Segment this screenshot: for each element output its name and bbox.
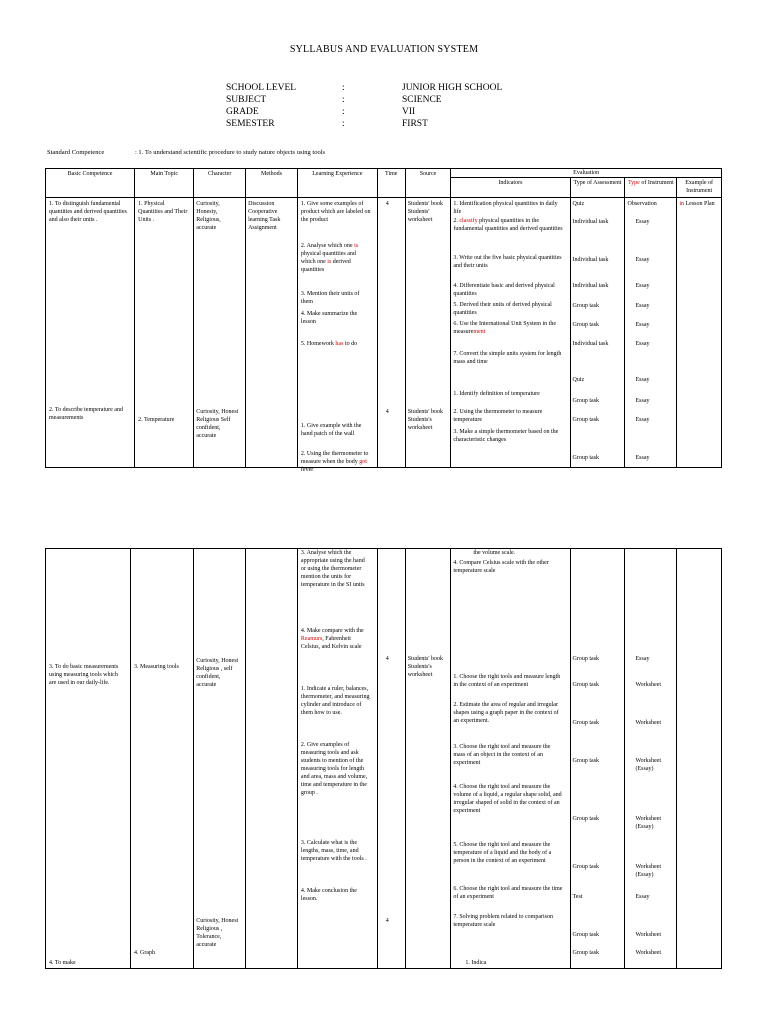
instrument: Worksheet (Essay) [635, 864, 661, 878]
basic-competence-4: 4. To make [49, 960, 76, 966]
learning-text-red: got [359, 459, 367, 465]
learning-text-red: is [354, 243, 359, 249]
learning-text: to do [343, 341, 358, 347]
assessment-cell [570, 549, 625, 969]
methods-cell [246, 198, 298, 468]
example-cell [677, 198, 722, 468]
basic-competence-1: 1. To distinguish fundamental quantities and derived quantities and also their units . [49, 201, 127, 223]
instrument: Essay [635, 219, 650, 225]
header-evaluation: Evaluation [451, 169, 722, 178]
instrument: Essay [635, 656, 650, 662]
instrument: Essay [635, 322, 650, 328]
info-colon: : [342, 119, 345, 129]
instrument: Essay [635, 283, 650, 289]
indicator: 1. Indica [465, 960, 487, 966]
character-2: Curiosity, Honest Religious Self confident, accurate [196, 409, 239, 439]
indicator: 3. Choose the right tool and measure the mass of an object in the context of an experiment [453, 744, 551, 766]
learning-item [301, 627, 371, 651]
main-topic-cell [131, 549, 194, 969]
info-colon: : [342, 83, 345, 93]
header-type-of-assessment: Type of Assessment [570, 178, 625, 198]
time-cell [377, 549, 405, 969]
learning-item: 4. Make summarize the lesson [300, 311, 358, 325]
instrument-cell [625, 198, 677, 468]
instrument: Worksheet (Essay) [635, 816, 661, 830]
learning-item: 1. Give some examples of product which are labeled on the product [300, 201, 371, 223]
instrument: Worksheet [635, 720, 661, 726]
indicator: 4. Compare Celsius scale with the other temperature scale [453, 560, 549, 574]
basic-competence-3: 3. To do basic measurements using measuring tools which are used in our daily-life. [49, 664, 119, 686]
main-topic-2: 2. Temperature [138, 417, 175, 423]
standard-competence-label: Standard Competence [47, 149, 105, 156]
info-value: FIRST [402, 119, 428, 129]
header-learning-experience: Learning Experience [297, 169, 377, 198]
header-time: Time [377, 169, 405, 198]
instrument: Worksheet (Essay) [635, 758, 661, 772]
instrument: Essay [635, 455, 650, 461]
instrument: Observation [627, 201, 657, 207]
learning-item [301, 242, 371, 274]
assessment: Group task [572, 816, 600, 822]
learning-text: 2. Using the thermometer to measure when the body [300, 451, 369, 465]
indicator: 1. Choose the right tools and measure length in the context of an experiment [453, 674, 561, 688]
instrument-cell [625, 549, 677, 969]
learning-text: 4. Make compare with the [300, 628, 364, 634]
learning-text: derived quantities [300, 259, 351, 273]
instrument: Essay [635, 341, 650, 347]
character-1: Curiosity, Honesty, Religious, accurate [196, 201, 221, 231]
indicator-red: ment [473, 329, 486, 335]
learning-item: 1. Give example with the hand patch of the wall [300, 423, 362, 437]
info-value: VII [402, 107, 416, 117]
main-topic-1: 1. Physical Quantities and Their Units . [138, 201, 188, 223]
basic-competence-2: 2. To describe temperature and measurements [49, 407, 123, 421]
learning-item: 4. Make conclusion the lesson. [300, 888, 357, 902]
document-title: SYLLABUS AND EVALUATION SYSTEM [289, 44, 479, 55]
header-methods: Methods [246, 169, 298, 198]
assessment: Group task [572, 656, 600, 662]
indicator: 6. Choose the right tool and measure the time of an experiment [453, 886, 563, 900]
character-3: Curiosity, Honest Religious , self confident, accurate [196, 658, 239, 688]
course-info [226, 82, 502, 130]
instrument: Essay [635, 398, 650, 404]
info-key: SUBJECT [226, 95, 267, 105]
header-character: Character [194, 169, 246, 198]
time-4: 4 [385, 918, 389, 924]
assessment: Group task [572, 720, 600, 726]
learning-text: 2. Analyse which one [300, 243, 355, 249]
syllabus-table-page2 [45, 548, 722, 969]
example-rest: Lesson Plan [683, 201, 715, 207]
header-basic-competence: Basic Competence [46, 169, 135, 198]
info-key: SEMESTER [226, 119, 275, 129]
instrument: Worksheet [635, 950, 661, 956]
info-row [226, 118, 502, 130]
indicator: 4. Choose the right tool and measure the volume of a liquid, a regular shape solid, and irregular shaped of solid in the context of an experiment [453, 784, 562, 814]
assessment: Group task [572, 398, 600, 404]
header-type-of-instrument [625, 178, 677, 198]
time-1: 4 [385, 201, 389, 207]
learning-item: 1. Indicate a ruler, balances, thermometer, and measuring cylinder and introduce of them how to use. [300, 686, 370, 716]
indicator: 3. Write out the five basic physical quantities and their units [453, 255, 562, 269]
info-value: SCIENCE [402, 95, 442, 105]
learning-item [301, 340, 371, 348]
learning-text: , Fahrenheit Celsius, and Kelvin scale [300, 636, 362, 650]
indicator: 4. Differentiate basic and derived physical quantities [453, 283, 555, 297]
character-4: Curiosity, Honest Religious , Tolerance, accurate [196, 918, 239, 948]
basic-competence-cell [46, 549, 131, 969]
example-red: in [679, 201, 684, 207]
indicator: 7. Solving problem related to comparison temperature scale [453, 914, 553, 928]
indicator: 1. Identification physical quantities in daily life [453, 201, 558, 215]
instrument: Essay [635, 377, 650, 383]
learning-item: 3. Analyse which the appropriate using the hand or using the thermometer mention the units for temperature in the SI units [300, 550, 365, 588]
assessment: Quiz [572, 377, 585, 383]
source-2: Students' book Students's worksheet [407, 409, 443, 431]
methods-text: Discussion Cooperative learning Task Assignment [248, 201, 281, 231]
learning-text-red: Reamurs [300, 636, 323, 642]
assessment: Individual task [572, 283, 609, 289]
assessment: Quiz [572, 201, 585, 207]
instrument: Essay [635, 257, 650, 263]
indicator: 1. Identify definition of temperature [453, 391, 540, 397]
assessment-cell [570, 198, 625, 468]
basic-competence-cell [46, 198, 135, 468]
learning-text: 5. Homework [300, 341, 336, 347]
header-source: Source [405, 169, 451, 198]
indicators-cell [451, 549, 570, 969]
learning-text: fever [300, 467, 314, 473]
indicator: 2. Using the thermometer to measure temperature [453, 409, 543, 423]
learning-item [301, 450, 371, 474]
info-colon: : [342, 107, 345, 117]
info-key: SCHOOL LEVEL [226, 83, 297, 93]
source-3: Students' book Students's worksheet [407, 656, 443, 678]
assessment: Group task [572, 758, 600, 764]
indicator: 6. Use the International Unit System in the measurement [453, 321, 556, 335]
main-topic-3: 3. Measuring tools [134, 664, 179, 670]
main-topic-4: 4. Graph [134, 950, 156, 956]
instrument: Worksheet [635, 932, 661, 938]
source-cell [405, 198, 451, 468]
assessment: Individual task [572, 257, 609, 263]
time-cell [377, 198, 405, 468]
instrument: Essay [635, 417, 650, 423]
indicator: 5. Derived their units of derived physical quantities [453, 302, 552, 316]
learning-item: 2. Give examples of measuring tools and ask students to mention of the measuring tools for length and area, mass and volume, time and temperature in the group . [300, 742, 368, 796]
info-row [226, 94, 502, 106]
info-colon: : [342, 95, 345, 105]
indicator-red: classify [459, 218, 478, 224]
learning-experience-cell [297, 198, 377, 473]
header-main-topic: Main Topic [135, 169, 194, 198]
assessment: Individual task [572, 341, 609, 347]
assessment: Group task [572, 303, 600, 309]
indicator: 3. Make a simple thermometer based on the characteristic changes [453, 429, 559, 443]
learning-item: 3. Mention their units of them [300, 291, 360, 305]
info-row [226, 82, 502, 94]
indicator: 2. classify physical quantities in the fundamental quantities and derived quantities [453, 218, 563, 232]
indicator: 2. Estimate the area of regular and irregular shapes using a graph paper in the context of an experiment. [453, 702, 559, 724]
standard-competence-value: : 1. To understand scientific procedure to study nature objects using tools [135, 149, 326, 156]
character-cell [194, 549, 246, 969]
indicator: the volume scale. [473, 550, 516, 556]
learning-text-red: is [327, 259, 332, 265]
instrument: Worksheet [635, 682, 661, 688]
header-example-of-instrument: Example of Instrument [677, 178, 722, 198]
instrument: Essay [635, 894, 650, 900]
assessment: Group task [572, 682, 600, 688]
learning-item: 3. Calculate what is the lengths, mass, time, and temperature with the tools . [300, 840, 367, 862]
time-3: 4 [385, 656, 389, 662]
indicator: 5. Choose the right tool and measure the temperature of a liquid and the body of a person in the context of an experiment [453, 842, 552, 864]
example-text [679, 200, 719, 208]
instrument: Essay [635, 303, 650, 309]
assessment: Group task [572, 932, 600, 938]
indicators-cell [451, 198, 570, 468]
standard-competence [47, 149, 325, 156]
syllabus-table-page1 [45, 168, 722, 473]
learning-text: physical quantities and which one [300, 251, 356, 265]
character-cell [194, 198, 246, 468]
assessment: Group task [572, 455, 600, 461]
source-1: Students' book Students' worksheet [407, 201, 443, 223]
assessment: Group task [572, 950, 600, 956]
header-indicators: Indicators [451, 178, 570, 198]
header-type-red: Type [627, 180, 640, 186]
learning-experience-cell [297, 549, 377, 969]
example-cell [677, 549, 722, 969]
source-cell [405, 549, 451, 969]
assessment: Group task [572, 417, 600, 423]
methods-cell [246, 549, 298, 969]
main-topic-cell [135, 198, 194, 468]
assessment: Group task [572, 864, 600, 870]
learning-text-red: has [335, 341, 344, 347]
info-value: JUNIOR HIGH SCHOOL [402, 83, 503, 93]
info-row [226, 106, 502, 118]
assessment: Test [572, 894, 583, 900]
info-key: GRADE [226, 107, 259, 117]
indicator: 7. Convert the simple units system for length mass and time [453, 351, 562, 365]
header-type-rest: of Instrument [639, 180, 674, 186]
time-2: 4 [385, 409, 389, 415]
assessment: Individual task [572, 219, 609, 225]
assessment: Group task [572, 322, 600, 328]
